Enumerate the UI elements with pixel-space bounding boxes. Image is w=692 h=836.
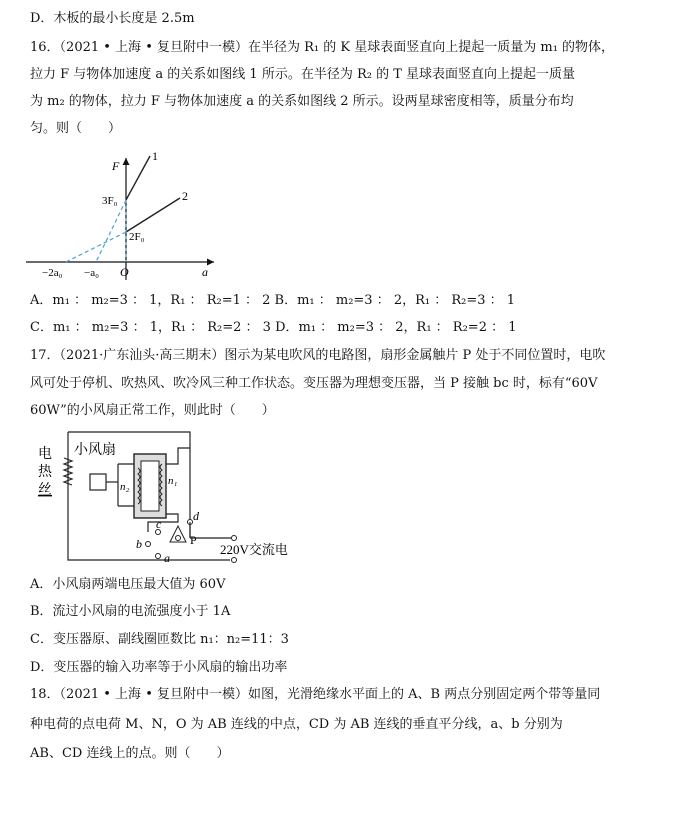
graph-line-1 — [126, 156, 150, 200]
q16-line: 16．（2021 • 上海 • 复旦附中一模）在半径为 R₁ 的 K 星球表面竖直向上提起一质量为 m₁ 的物体， — [30, 40, 615, 55]
terminal-a — [156, 554, 161, 559]
q17-option: C．变压器原、副线圈匝数比 n₁：n₂=11：3 — [30, 632, 289, 647]
q16-option-row: A．m₁ ： m₂=3 ： 1，R₁ ： R₂=1 ： 2 B．m₁ ： m₂=3 ： 2，R₁ ： R₂=3 ： 1 — [30, 293, 516, 308]
x-axis-label: a — [202, 265, 208, 279]
q18-line: 18．（2021 • 上海 • 复旦附中一模）如图，光滑绝缘水平面上的 A、B 两点分别固定两个带等量同 — [30, 687, 601, 702]
q18-line: AB、CD 连线上的点。则（ ） — [30, 746, 230, 761]
fan-motor-icon — [90, 474, 106, 490]
q16-line: 匀。则（ ） — [30, 121, 122, 136]
heater-coil — [64, 458, 72, 485]
q16-force-acceleration-graph — [22, 148, 222, 284]
tick-neg-a0: −a₀ — [84, 267, 99, 279]
q17-option: D．变压器的输入功率等于小风扇的输出功率 — [30, 660, 288, 675]
contact-p-node — [176, 536, 181, 541]
q17-line: 60W”的小风扇正常工作，则此时（ ） — [30, 403, 275, 418]
terminal-b-label: b — [136, 537, 142, 551]
heater-label-3: 丝 — [38, 483, 52, 498]
y-axis-label: F — [112, 159, 120, 173]
tick-neg-2a0: −2a₀ — [42, 267, 63, 279]
n1-label: n₁ — [168, 475, 178, 487]
q16-option-row: C．m₁ ： m₂=3 ： 1，R₁ ： R₂=2 ： 3 D．m₁ ： m₂=3 ： 2，R₁ ： R₂=2 ： 1 — [30, 320, 517, 335]
tick-2f0: 2F₀ — [129, 231, 145, 243]
q17-option: A．小风扇两端电压最大值为 60V — [30, 577, 226, 592]
heater-label-1: 电 — [38, 447, 52, 462]
origin-label: O — [120, 265, 129, 279]
tick-3f0: 3F₀ — [102, 195, 118, 207]
q16-line: 为 m₂ 的物体，拉力 F 与物体加速度 a 的关系如图线 2 所示。设两星球密度相等，质量分布均 — [30, 94, 574, 109]
q16-line: 拉力 F 与物体加速度 a 的关系如图线 1 所示。在半径为 R₂ 的 T 星球表面竖直向上提起一质量 — [30, 67, 576, 82]
q17-option: B．流过小风扇的电流强度小于 1A — [30, 604, 231, 619]
line-1-label: 1 — [152, 149, 158, 163]
line-1-extension — [96, 200, 126, 262]
q17-circuit-diagram — [30, 428, 320, 568]
supply-terminal-bottom — [232, 558, 237, 563]
terminal-d-label: d — [193, 509, 199, 523]
q17-line: 17．（2021·广东汕头·高三期末）图示为某电吹风的电路图，扇形金属触片 P 处于不同位置时，电吹 — [30, 348, 606, 363]
terminal-b — [146, 542, 151, 547]
q18-line: 种电荷的点电荷 M、N，O 为 AB 连线的中点，CD 为 AB 连线的垂直平分线，a、b 分别为 — [30, 717, 563, 732]
source-label: 220V交流电 — [220, 542, 288, 557]
q17-line: 风可处于停机、吹热风、吹冷风三种工作状态。变压器为理想变压器，当 P 接触 bc 时，标有“60V — [30, 376, 598, 391]
heater-label-2: 热 — [38, 465, 52, 480]
fan-label: 小风扇 — [74, 443, 116, 458]
n2-label: n₂ — [120, 481, 130, 493]
terminal-a-label: a — [164, 551, 170, 565]
line-2-extension — [66, 232, 126, 262]
line-2-label: 2 — [182, 189, 188, 203]
q15-option-d: D．木板的最小长度是 2.5m — [30, 11, 195, 26]
supply-terminal-top — [232, 536, 237, 541]
terminal-c-label: c — [156, 517, 162, 531]
graph-line-2 — [126, 198, 180, 232]
contact-p-label: P — [190, 533, 197, 547]
